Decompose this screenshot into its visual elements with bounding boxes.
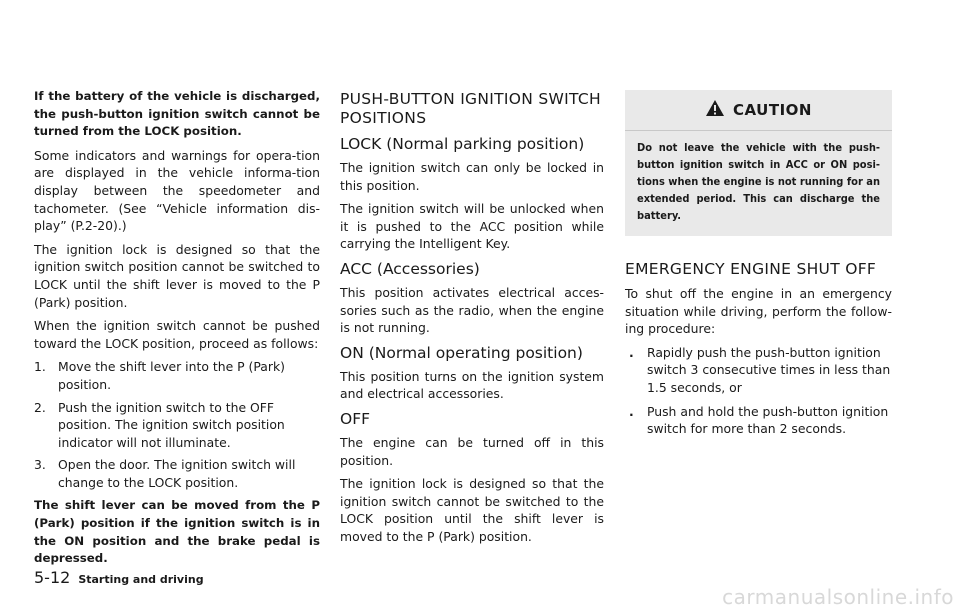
page-number: 5-12 xyxy=(34,568,71,587)
caution-divider xyxy=(625,130,892,131)
middle-column xyxy=(340,88,604,552)
battery-discharged-note: If the battery of the vehicle is discharged, the push-button ignition switch cannot be turned from the LOCK position. xyxy=(34,89,320,139)
procedure-steps xyxy=(34,358,320,491)
emergency-bullets xyxy=(625,344,892,438)
left-column xyxy=(34,88,320,574)
acc-heading: ACC (Accessories) xyxy=(340,259,480,278)
step-item: 3. Open the door. The ignition switch will change to the LOCK position. xyxy=(34,457,296,490)
step-item: 1. Move the shift lever into the P (Park) position. xyxy=(34,359,285,392)
off-paragraph-1: The engine can be turned off in this position. xyxy=(340,434,604,468)
off-heading: OFF xyxy=(340,409,371,428)
on-heading: ON (Normal operating position) xyxy=(340,343,583,362)
section-heading: PUSH-BUTTON IGNITION SWITCH POSITIONS xyxy=(340,90,601,127)
caution-box xyxy=(625,90,892,236)
section-name: Starting and driving xyxy=(78,573,204,586)
list-item: . Push and hold the push-button ignition switch for more than 2 seconds. xyxy=(629,403,889,437)
on-paragraph: This position turns on the ignition system and electrical accessories. xyxy=(340,368,604,402)
lock-paragraph-1: The ignition switch can only be locked in this position. xyxy=(340,160,604,193)
acc-paragraph: This position activates electrical acces-sories such as the radio, when the engine is not running. xyxy=(340,284,604,336)
list-item: . Rapidly push the push-button ignition switch 3 consecutive times in less than 1.5 seconds, or xyxy=(629,344,891,395)
warning-triangle-icon xyxy=(705,99,725,121)
lock-heading: LOCK (Normal parking position) xyxy=(340,135,585,153)
emergency-paragraph: To shut off the engine in an emergency situation while driving, perform the follow-ing procedure: xyxy=(625,286,892,337)
indicators-paragraph: Some indicators and warnings for opera-tion are displayed in the vehicle informa-tion display between the speedometer and tachometer. (See “Vehicle information dis-play” (P.2-20).) xyxy=(34,147,320,234)
caution-header xyxy=(637,90,880,130)
watermark: carmanualsonline.info xyxy=(722,585,954,609)
cannot-push-paragraph: When the ignition switch cannot be pushed toward the LOCK position, proceed as follows: xyxy=(34,318,320,351)
emergency-heading: EMERGENCY ENGINE SHUT OFF xyxy=(625,260,877,278)
step-item: 2. Push the ignition switch to the OFF position. The ignition switch position indicator will not illuminate. xyxy=(34,399,285,450)
caution-text: Do not leave the vehicle with the push-button ignition switch in ACC or ON posi-tions when the engine is not running for an extended period. This can discharge the battery. xyxy=(637,141,880,222)
right-column xyxy=(625,90,892,444)
lock-paragraph-2: The ignition switch will be unlocked when it is pushed to the ACC position while carrying the Intelligent Key. xyxy=(340,201,604,252)
shift-lever-note: The shift lever can be moved from the P (Park) position if the ignition switch is in the ON position and the brake pedal is depressed. xyxy=(34,498,320,566)
page-footer xyxy=(34,568,204,587)
off-paragraph-2: The ignition lock is designed so that the ignition switch cannot be switched to the LOCK position until the shift lever is moved to the P (Park) position. xyxy=(340,476,604,544)
ignition-lock-paragraph: The ignition lock is designed so that the ignition switch position cannot be switched to LOCK until the shift lever is moved to the P (Park) position. xyxy=(34,241,320,310)
caution-title: CAUTION xyxy=(733,101,812,119)
